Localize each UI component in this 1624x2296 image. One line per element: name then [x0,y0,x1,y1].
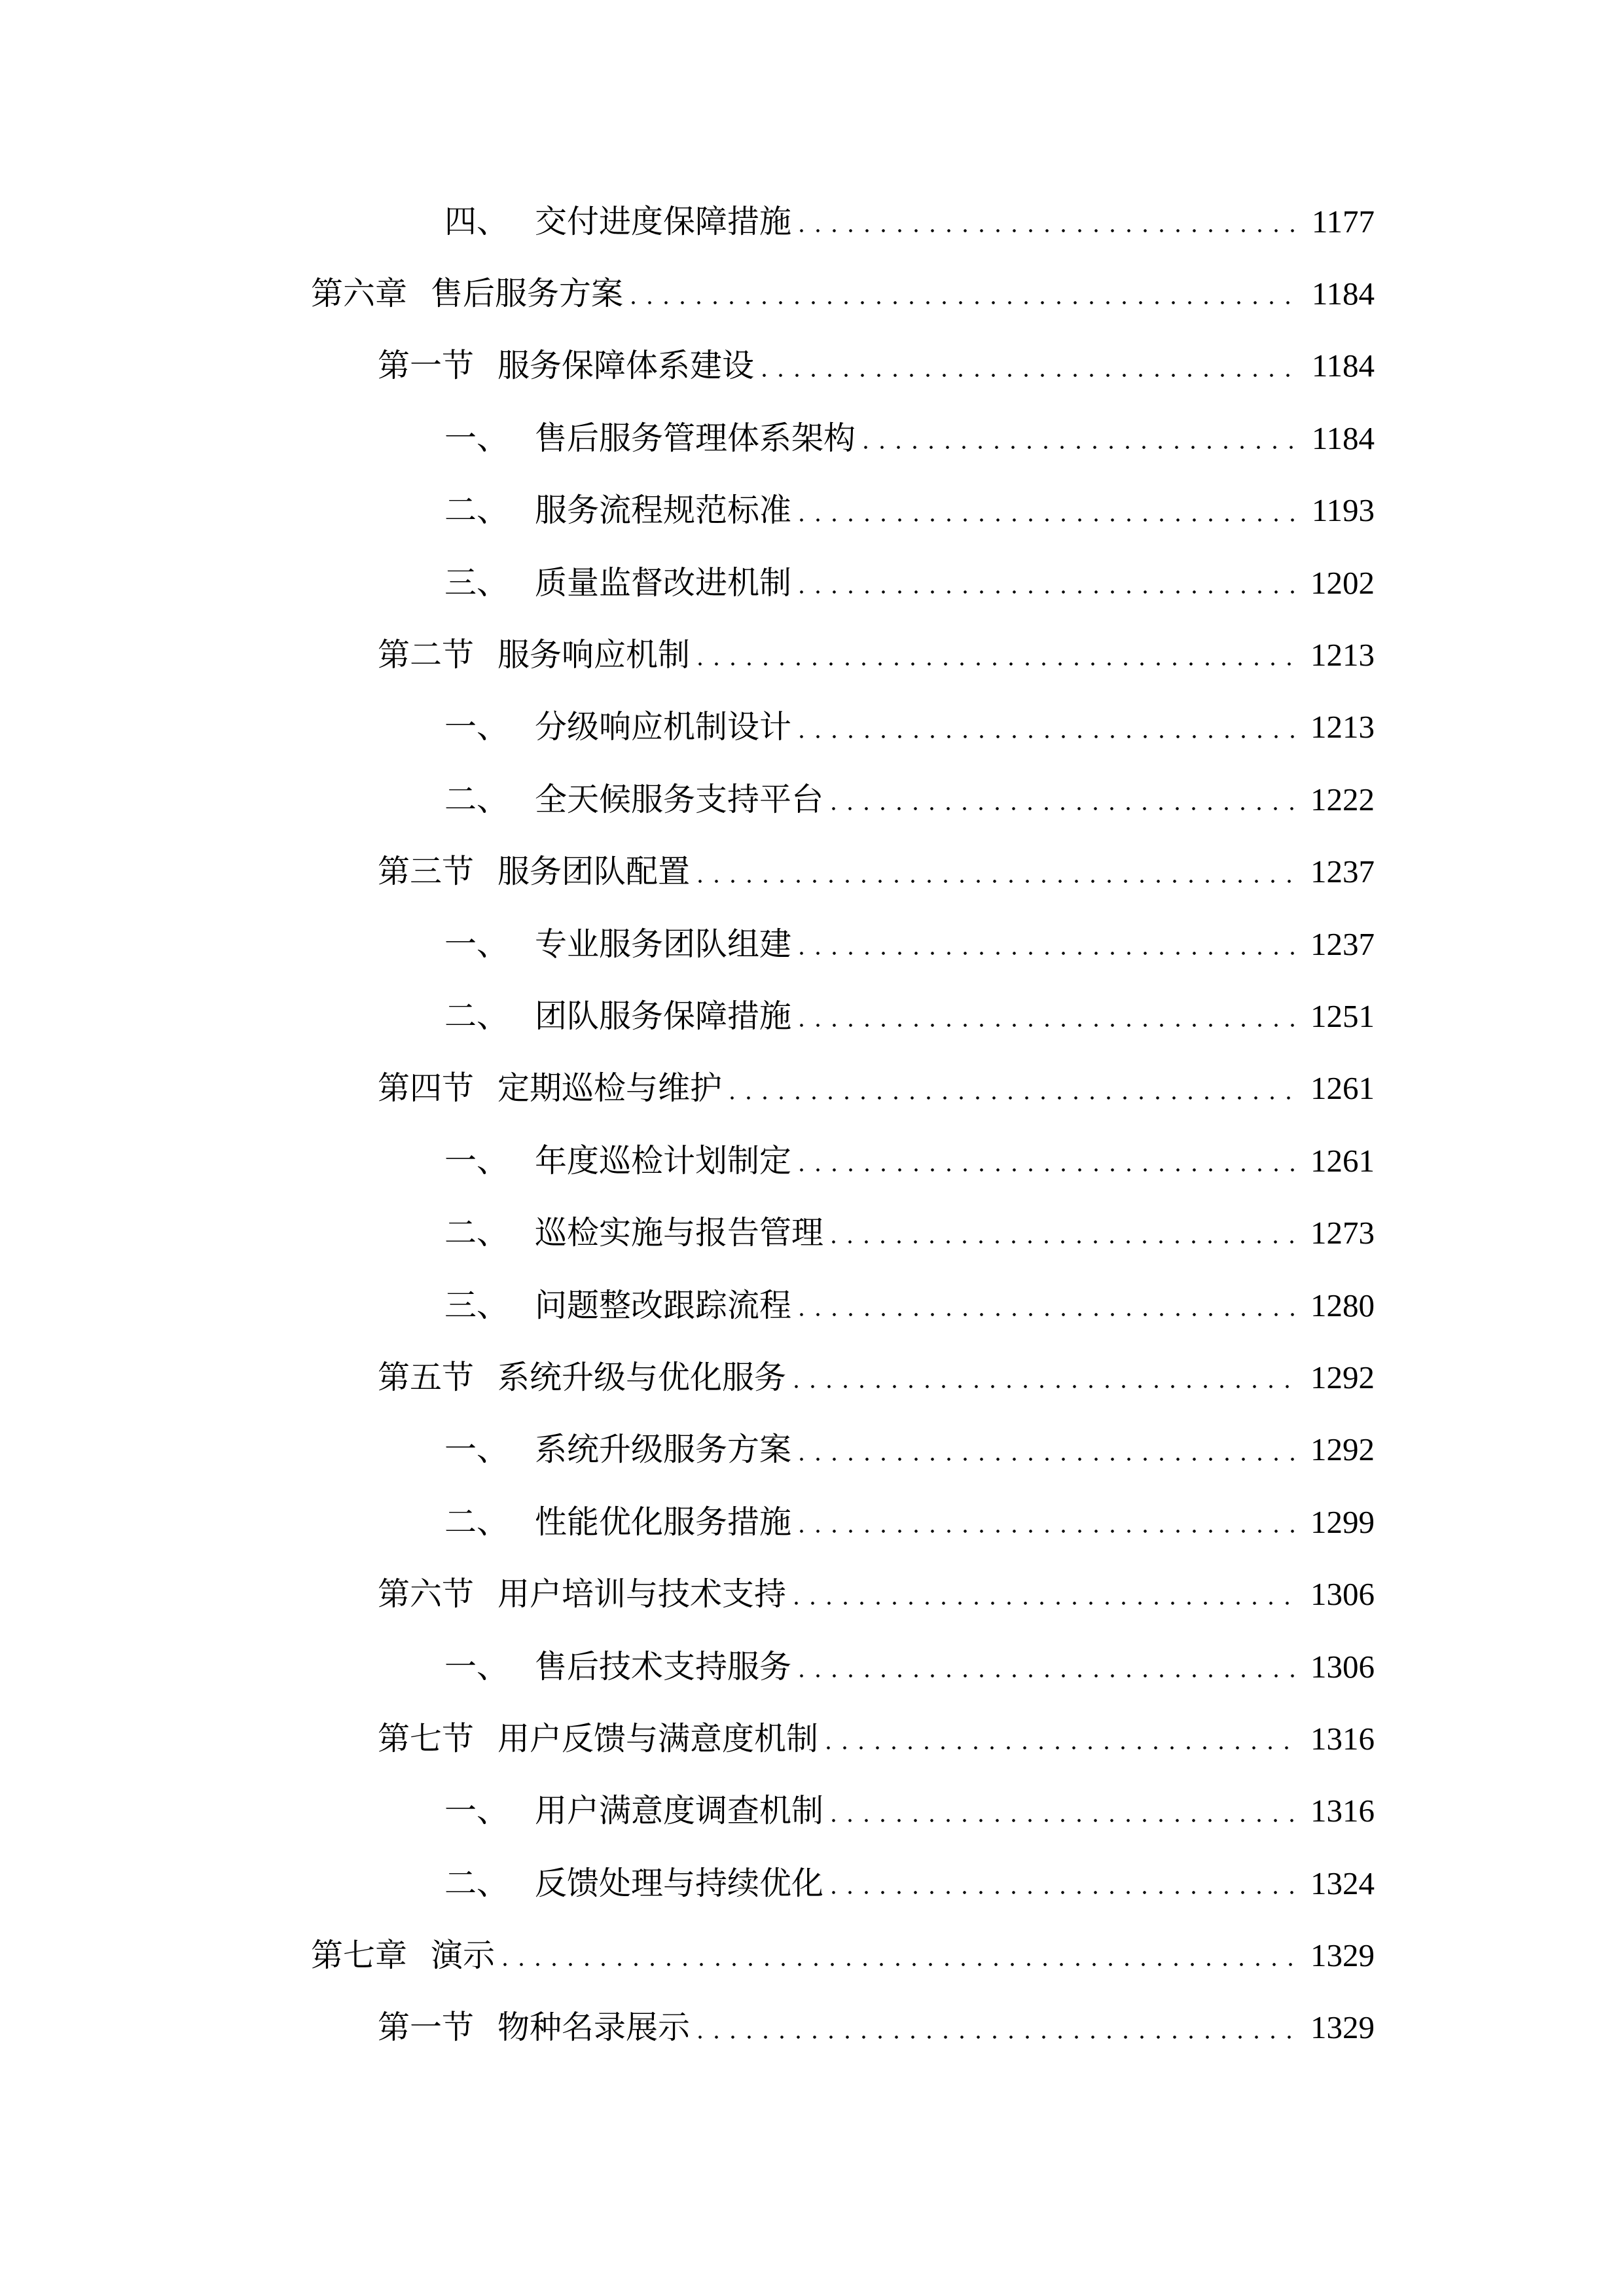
dot-leader [698,619,1297,691]
toc-entry-page: 1329 [1310,1937,1375,1974]
dot-leader [799,908,1297,980]
toc-entry-number: 一、 [444,1142,509,1179]
toc-entry[interactable] [0,1630,1624,1702]
toc-entry-title: 物种名录展示 [497,2009,691,2046]
toc-entry[interactable] [0,475,1624,547]
toc-entry-number: 二、 [444,997,509,1034]
dot-leader [799,475,1299,547]
toc-entry-number: 二、 [444,781,509,817]
dot-leader [503,1919,1297,1991]
dot-leader [698,1992,1297,2064]
toc-entry-number: 一、 [444,420,509,456]
toc-entry-title: 交付进度保障措施 [535,203,792,240]
toc-entry-page: 1280 [1310,1287,1375,1323]
toc-entry-number: 三、 [444,1287,509,1323]
dot-leader [831,763,1297,835]
toc-entry-page: 1184 [1311,276,1375,312]
toc-entry-page: 1184 [1311,348,1375,384]
toc-entry-page: 1184 [1311,420,1375,456]
dot-leader [799,1486,1297,1558]
toc-entry[interactable] [0,836,1624,908]
toc-entry-number: 一、 [444,709,509,745]
toc-entry[interactable] [0,185,1624,257]
toc-entry-page: 1292 [1310,1359,1375,1395]
toc-entry[interactable] [0,1196,1624,1268]
dot-leader [826,1702,1297,1774]
toc-entry-number: 第四节 [378,1070,475,1107]
toc-entry-title: 问题整改跟踪流程 [535,1287,792,1323]
toc-entry-page: 1261 [1310,1142,1375,1179]
toc-entry-page: 1306 [1310,1648,1375,1685]
toc-entry-title: 系统升级服务方案 [535,1431,792,1468]
toc-entry-number: 第一节 [378,348,475,384]
toc-entry[interactable] [0,980,1624,1052]
toc-entry-page: 1202 [1310,564,1375,601]
dot-leader [631,257,1299,329]
toc-entry-title: 售后技术支持服务 [535,1648,792,1685]
toc-entry[interactable] [0,619,1624,691]
dot-leader [799,1269,1297,1341]
dot-leader [799,1414,1297,1486]
toc-entry-number: 一、 [444,1793,509,1829]
dot-leader [762,330,1299,402]
toc-entry-page: 1273 [1310,1215,1375,1251]
toc-entry-title: 团队服务保障措施 [535,997,792,1034]
toc-entry[interactable] [0,1775,1624,1847]
toc-entry-number: 第五节 [378,1359,475,1395]
toc-entry[interactable] [0,1486,1624,1558]
toc-entry-number: 一、 [444,1648,509,1685]
toc-entry-number: 第三节 [378,853,475,890]
toc-entry-page: 1299 [1310,1503,1375,1540]
toc-entry-title: 售后服务管理体系架构 [535,420,856,456]
toc-entry-title: 巡检实施与报告管理 [535,1215,824,1251]
toc-entry-page: 1316 [1310,1720,1375,1757]
dot-leader [863,402,1299,474]
toc-entry-title: 服务响应机制 [497,637,691,673]
toc-entry-page: 1261 [1310,1070,1375,1107]
toc-entry-title: 服务保障体系建设 [497,348,755,384]
toc-entry-title: 分级响应机制设计 [535,709,792,745]
dot-leader [799,185,1299,257]
toc-entry-page: 1177 [1311,203,1375,240]
toc-entry-page: 1292 [1310,1431,1375,1468]
toc-entry[interactable] [0,1992,1624,2064]
toc-entry-title: 专业服务团队组建 [535,925,792,962]
toc-entry-number: 一、 [444,1431,509,1468]
toc-entry-page: 1329 [1310,2009,1375,2046]
toc-entry-title: 服务流程规范标准 [535,492,792,529]
toc-entry-title: 用户反馈与满意度机制 [497,1720,819,1757]
table-of-contents [0,185,1624,2064]
toc-entry-title: 用户满意度调查机制 [535,1793,824,1829]
toc-entry[interactable] [0,1919,1624,1991]
dot-leader [794,1341,1297,1413]
toc-entry[interactable] [0,763,1624,835]
toc-entry-number: 第六章 [311,276,408,312]
dot-leader [831,1196,1297,1268]
toc-entry-number: 二、 [444,1503,509,1540]
toc-entry-title: 用户培训与技术支持 [497,1576,787,1613]
dot-leader [799,1124,1297,1196]
toc-entry-page: 1213 [1310,709,1375,745]
dot-leader [730,1052,1297,1124]
toc-entry-number: 一、 [444,925,509,962]
dot-leader [799,980,1297,1052]
toc-entry-title: 演示 [431,1937,496,1974]
toc-entry-number: 第七章 [311,1937,408,1974]
toc-entry-title: 服务团队配置 [497,853,691,890]
toc-entry[interactable] [0,1702,1624,1774]
dot-leader [799,691,1297,763]
dot-leader [831,1775,1297,1847]
toc-entry-page: 1237 [1310,853,1375,890]
toc-entry-page: 1237 [1310,925,1375,962]
toc-entry[interactable] [0,330,1624,402]
toc-entry[interactable] [0,547,1624,619]
dot-leader [799,1630,1297,1702]
dot-leader [831,1847,1297,1919]
toc-entry-title: 售后服务方案 [431,276,624,312]
toc-entry-title: 定期巡检与维护 [497,1070,723,1107]
toc-entry-number: 第一节 [378,2009,475,2046]
toc-entry-number: 三、 [444,564,509,601]
toc-entry[interactable] [0,1847,1624,1919]
dot-leader [799,547,1297,619]
toc-entry-number: 四、 [444,203,509,240]
toc-entry-title: 系统升级与优化服务 [497,1359,787,1395]
dot-leader [794,1558,1297,1630]
toc-entry[interactable] [0,257,1624,329]
toc-entry[interactable] [0,691,1624,763]
toc-entry-page: 1222 [1310,781,1375,817]
toc-entry-number: 第二节 [378,637,475,673]
toc-entry-number: 二、 [444,1215,509,1251]
toc-entry-page: 1193 [1311,492,1375,529]
toc-entry[interactable] [0,1558,1624,1630]
toc-entry[interactable] [0,1052,1624,1124]
toc-entry[interactable] [0,908,1624,980]
toc-entry-title: 全天候服务支持平台 [535,781,824,817]
toc-entry-page: 1213 [1310,637,1375,673]
toc-entry[interactable] [0,1414,1624,1486]
toc-entry-title: 年度巡检计划制定 [535,1142,792,1179]
toc-entry-page: 1316 [1310,1793,1375,1829]
toc-entry[interactable] [0,1341,1624,1413]
toc-entry-page: 1324 [1310,1865,1375,1901]
toc-entry-title: 性能优化服务措施 [535,1503,792,1540]
toc-entry-number: 第七节 [378,1720,475,1757]
toc-entry-number: 第六节 [378,1576,475,1613]
toc-entry[interactable] [0,402,1624,474]
toc-entry-page: 1251 [1310,997,1375,1034]
toc-entry[interactable] [0,1269,1624,1341]
toc-entry-number: 二、 [444,492,509,529]
toc-entry-title: 反馈处理与持续优化 [535,1865,824,1901]
toc-entry-title: 质量监督改进机制 [535,564,792,601]
toc-entry-number: 二、 [444,1865,509,1901]
toc-entry-page: 1306 [1310,1576,1375,1613]
dot-leader [698,836,1297,908]
toc-entry[interactable] [0,1124,1624,1196]
